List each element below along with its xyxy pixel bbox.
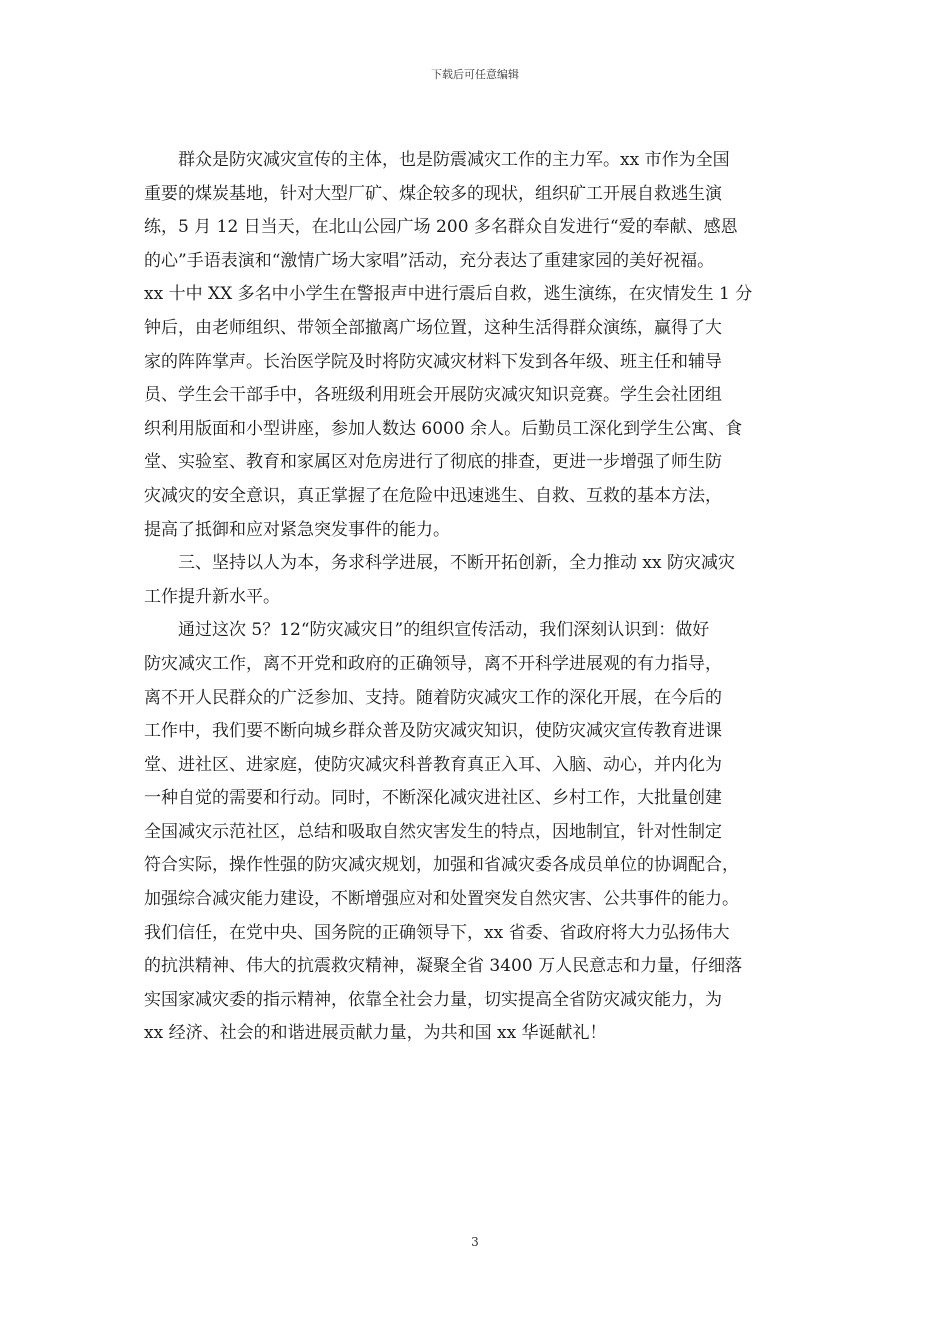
body-line: 的心”手语表演和“激情广场大家唱”活动，充分表达了重建家园的美好祝福。 [144,250,715,271]
body-line: 符合实际，操作性强的防灾减灾规划，加强和省减灾委各成员单位的协调配合， [144,855,739,876]
body-line: 一种自觉的需要和行动。同时，不断深化减灾进社区、乡村工作，大批量创建 [144,788,722,809]
body-line: xx 十中 XX 多名中小学生在警报声中进行震后自救，逃生演练，在灾情发生 1 分 [144,284,753,305]
document-body [144,144,812,1051]
body-line: 群众是防灾减灾宣传的主体，也是防震减灾工作的主力军。xx 市作为全国 [178,150,730,170]
body-line: xx 经济、社会的和谐进展贡献力量，为共和国 xx 华诞献礼！ [144,1023,607,1044]
body-line: 加强综合减灾能力建设，不断增强应对和处置突发自然灾害、公共事件的能力。 [144,889,739,910]
body-line: 织利用版面和小型讲座，参加人数达 6000 余人。后勤员工深化到学生公寓、食 [144,418,743,439]
body-line: 堂、进社区、进家庭，使防灾减灾科普教育真正入耳、入脑、动心，并内化为 [144,754,722,775]
body-line: 重要的煤炭基地，针对大型厂矿、煤企较多的现状，组织矿工开展自救逃生演 [144,183,722,204]
body-line: 家的阵阵掌声。长治医学院及时将防灾减灾材料下发到各年级、班主任和辅导 [144,351,722,372]
section-heading: 工作提升新水平。 [144,586,280,607]
section-heading: 三、坚持以人为本，务求科学进展，不断开拓创新，全力推动 xx 防灾减灾 [178,553,735,574]
body-line: 实国家减灾委的指示精神，依靠全社会力量，切实提高全省防灾减灾能力，为 [144,989,722,1010]
body-line: 防灾减灾工作，离不开党和政府的正确领导，离不开科学进展观的有力指导， [144,653,722,674]
body-line: 员、学生会干部手中，各班级利用班会开展防灾减灾知识竞赛。学生会社团组 [144,385,722,406]
body-line: 通过这次 5？12“防灾减灾日”的组织宣传活动，我们深刻认识到：做好 [178,620,710,641]
page-header: 下载后可任意编辑 [431,68,519,81]
body-line: 提高了抵御和应对紧急突发事件的能力。 [144,519,450,540]
page-number: 3 [471,1235,479,1249]
body-line: 工作中，我们要不断向城乡群众普及防灾减灾知识，使防灾减灾宣传教育进课 [144,721,722,742]
body-line: 灾减灾的安全意识，真正掌握了在危险中迅速逃生、自救、互救的基本方法， [144,485,722,506]
body-line: 我们信任，在党中央、国务院的正确领导下，xx 省委、省政府将大力弘扬伟大 [144,922,730,943]
body-line: 练，5 月 12 日当天，在北山公园广场 200 多名群众自发进行“爱的奉献、感恩 [144,217,738,238]
body-line: 离不开人民群众的广泛参加、支持。随着防灾减灾工作的深化开展，在今后的 [144,687,722,708]
body-line: 全国减灾示范社区，总结和吸取自然灾害发生的特点，因地制宜，针对性制定 [144,821,722,842]
body-line: 钟后，由老师组织、带领全部撤离广场位置，这种生活得群众演练，赢得了大 [144,317,722,338]
body-line: 的抗洪精神、伟大的抗震救灾精神，凝聚全省 3400 万人民意志和力量，仔细落 [144,956,743,977]
body-line: 堂、实验室、教育和家属区对危房进行了彻底的排查，更进一步增强了师生防 [144,452,722,473]
